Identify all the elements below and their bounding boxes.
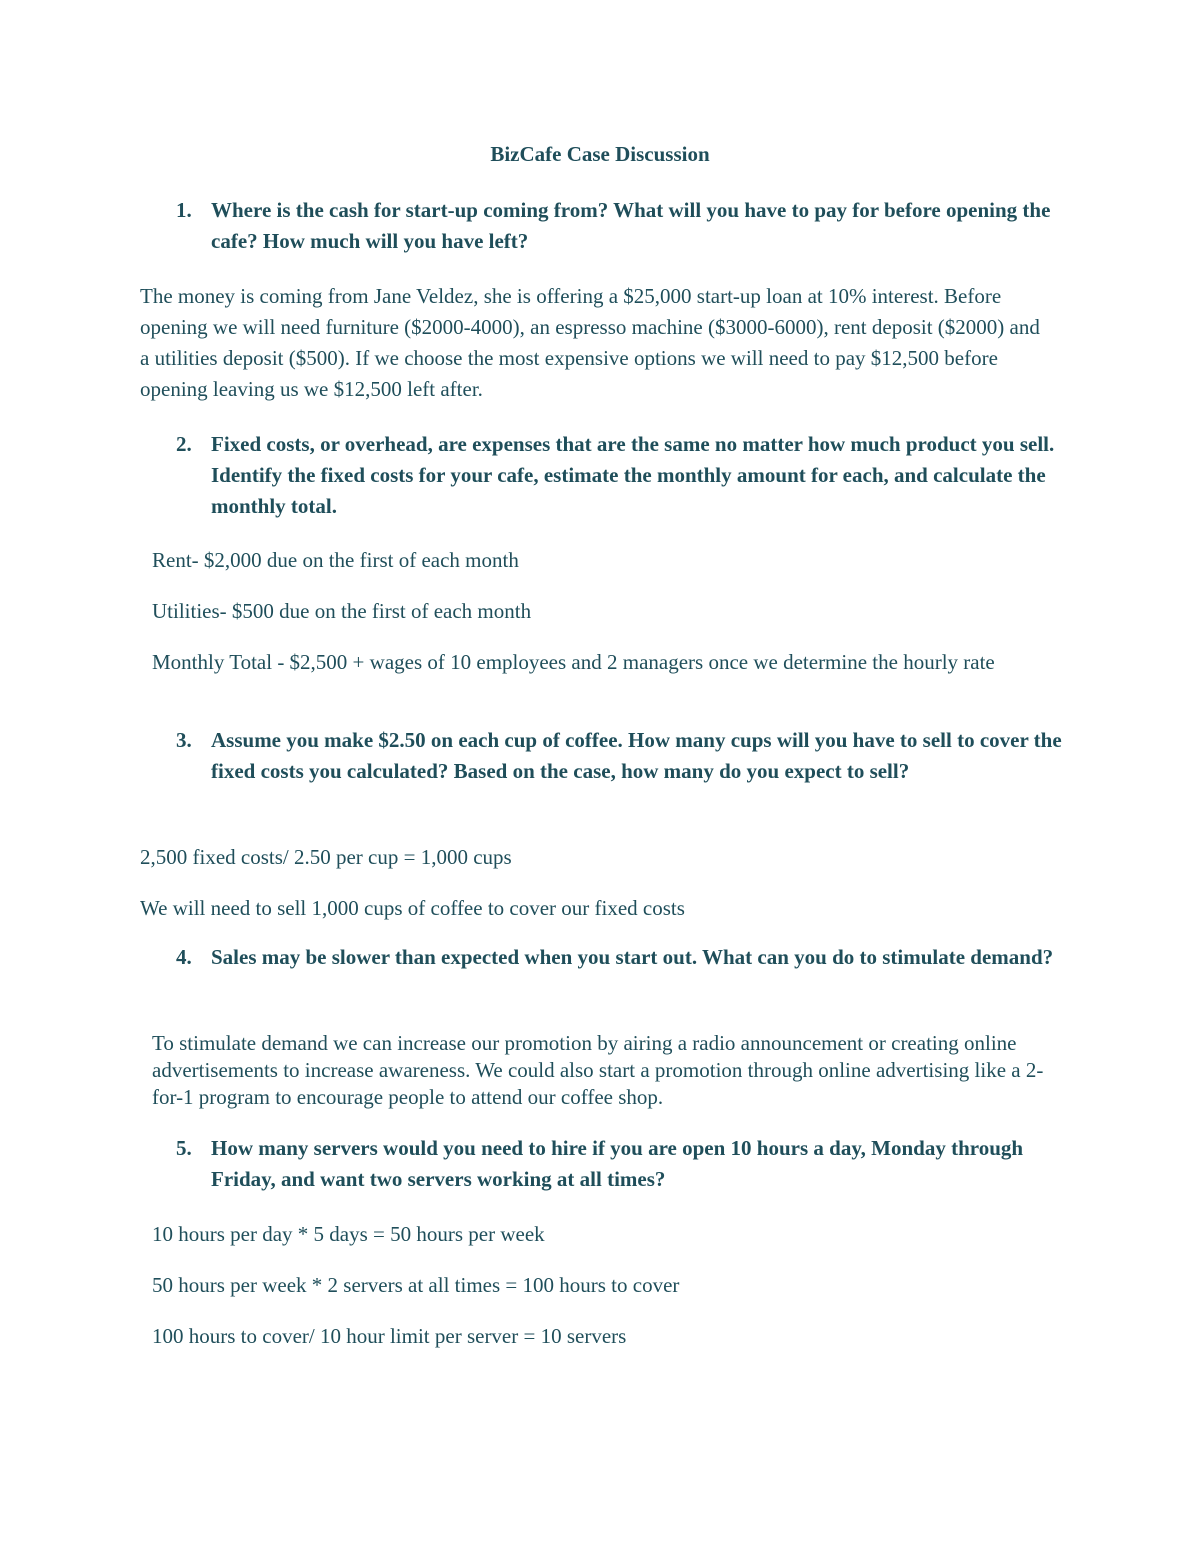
question-1: [176, 195, 1076, 257]
answer-2-monthly-total: Monthly Total - $2,500 + wages of 10 employees and 2 managers once we determine the hourly rate: [152, 650, 995, 674]
question-text: Where is the cash for start-up coming from? What will you have to pay for before opening the cafe? How much will you have left?: [211, 198, 1051, 253]
question-text: Sales may be slower than expected when you start out. What can you do to stimulate demand?: [211, 945, 1054, 969]
question-2: [176, 429, 1076, 522]
question-number: 4.: [176, 945, 192, 969]
question-number: 2.: [176, 432, 192, 456]
question-5: [176, 1133, 1076, 1195]
question-text: How many servers would you need to hire if you are open 10 hours a day, Monday through Friday, and want two servers working at all times?: [211, 1136, 1024, 1191]
question-text: Fixed costs, or overhead, are expenses that are the same no matter how much product you sell. Identify the fixed costs for your cafe, estimate the monthly amount for each, and calculate the monthly total.: [211, 432, 1055, 518]
question-4: [176, 942, 1076, 973]
question-3: [176, 725, 1076, 787]
answer-5-hours-per-week: 10 hours per day * 5 days = 50 hours per week: [152, 1222, 545, 1246]
answer-2-utilities: Utilities- $500 due on the first of each month: [152, 599, 532, 623]
answer-4-paragraph: To stimulate demand we can increase our promotion by airing a radio announcement or creating online advertisements to increase awareness. We could also start a promotion through online advertising like a 2-for-1 program to encourage people to attend our coffee shop.: [152, 1031, 1044, 1109]
question-number: 1.: [176, 198, 192, 222]
answer-5-hours-to-cover: 50 hours per week * 2 servers at all times = 100 hours to cover: [152, 1273, 680, 1297]
answer-3-calculation: 2,500 fixed costs/ 2.50 per cup = 1,000 cups: [140, 845, 512, 869]
question-text: Assume you make $2.50 on each cup of coffee. How many cups will you have to sell to cover the fixed costs you calculated? Based on the case, how many do you expect to sell?: [211, 728, 1062, 783]
answer-3-conclusion: We will need to sell 1,000 cups of coffee to cover our fixed costs: [140, 896, 685, 920]
answer-2-rent: Rent- $2,000 due on the first of each month: [152, 548, 519, 572]
question-number: 3.: [176, 728, 192, 752]
answer-1-paragraph: The money is coming from Jane Veldez, she is offering a $25,000 start-up loan at 10% interest. Before opening we will need furniture ($2000-4000), an espresso machine ($3000-6000), rent deposit ($2000) and a utilities deposit ($500). If we choose the most expensive options we will need to pay $12,500 before opening leaving us we $12,500 left after.: [140, 284, 1040, 401]
answer-5-servers-needed: 100 hours to cover/ 10 hour limit per server = 10 servers: [152, 1324, 627, 1348]
question-number: 5.: [176, 1136, 192, 1160]
document-title: BizCafe Case Discussion: [490, 142, 710, 166]
